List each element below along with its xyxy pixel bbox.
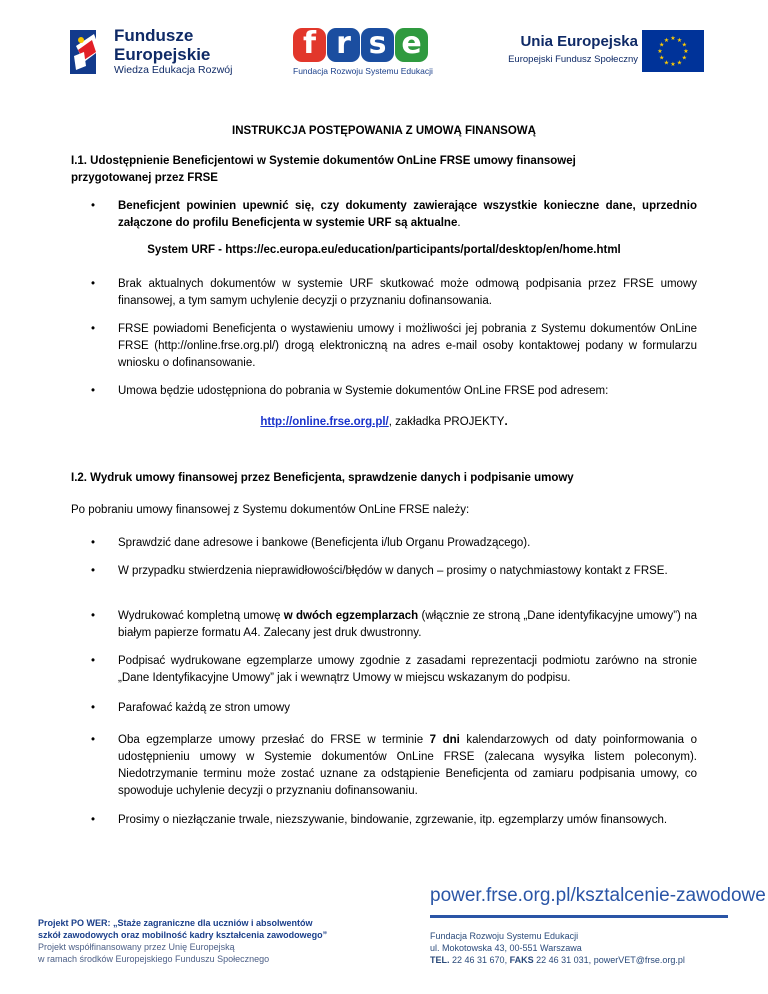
bullet-icon: •: [91, 385, 96, 397]
eu-star-icon: ★: [659, 41, 665, 49]
fe-logo-subtitle: Wiedza Edukacja Rozwój: [114, 64, 233, 76]
footer-contact-info: [430, 930, 685, 966]
eu-star-icon: ★: [681, 41, 687, 49]
list-item: • Umowa będzie udostępniona do pobrania w Systemie dokumentów OnLine FRSE pod adresem:: [71, 383, 697, 400]
bullet-icon: •: [91, 702, 96, 714]
eu-star-icon: ★: [681, 54, 687, 62]
section-2-intro: Po pobraniu umowy finansowej z Systemu dokumentów OnLine FRSE należy:: [71, 504, 470, 516]
eu-star-icon: ★: [670, 35, 676, 43]
bullet-icon: •: [91, 323, 96, 335]
bullet-icon: •: [91, 655, 96, 667]
eu-flag-icon: [642, 30, 704, 72]
footer-divider: [430, 915, 728, 918]
frse-letter-e: e: [395, 28, 428, 62]
frse-letter-s: s: [361, 28, 394, 62]
footer-org-name: Fundacja Rozwoju Systemu Edukacji: [430, 931, 579, 941]
list-item: • Sprawdzić dane adresowe i bankowe (Beneficjenta i/lub Organu Prowadzącego).: [71, 535, 697, 552]
bullet-icon: •: [91, 565, 96, 577]
footer-email-link[interactable]: powerVET@frse.org.pl: [593, 955, 685, 965]
eu-star-icon: ★: [676, 36, 683, 44]
list-item: • W przypadku stwierdzenia nieprawidłowości/błędów w danych – prosimy o natychmiastowy kontakt z FRSE.: [71, 563, 697, 597]
eu-logo-title: Unia Europejska: [520, 33, 638, 50]
frse-logo: [293, 28, 463, 78]
fe-flag-icon: [70, 26, 106, 78]
eu-star-icon: ★: [683, 48, 689, 56]
section-2-heading: I.2. Wydruk umowy finansowej przez Beneficjenta, sprawdzenie danych i podpisanie umowy: [71, 472, 574, 484]
frse-logo-subtitle: Fundacja Rozwoju Systemu Edukacji: [293, 66, 433, 76]
footer-website-link[interactable]: power.frse.org.pl/ksztalcenie-zawodowe: [430, 885, 766, 906]
list-item: • FRSE powiadomi Beneficjenta o wystawieniu umowy i możliwości jej pobrania z Systemu dokumentów OnLine FRSE (http://online.frse.org.pl/) drogą elektroniczną na adres e-mail osoby kontaktowej podany w formularzu wniosku o dofinansowanie.: [91, 323, 697, 369]
frse-logo-letters: [293, 28, 463, 62]
list-item: • Podpisać wydrukowane egzemplarze umowy zgodnie z zasadami reprezentacji podmiotu zarówno na stronie „Dane Identyfikacyjne Umowy” jak i wewnątrz Umowy w miejscu wskazanym do podpisu.: [91, 655, 697, 684]
document-title: INSTRUKCJA POSTĘPOWANIA Z UMOWĄ FINANSOWĄ: [232, 125, 536, 137]
eu-star-icon: ★: [657, 48, 663, 56]
eu-logo-subtitle: Europejski Fundusz Społeczny: [508, 54, 638, 65]
section-1-heading: I.1. Udostępnienie Beneficjentowi w Systemie dokumentów OnLine FRSE umowy finansowej przygotowanej przez FRSE: [71, 155, 576, 184]
urf-system-line: System URF - https://ec.europa.eu/education/participants/portal/desktop/en/home.html: [147, 244, 621, 256]
bullet-icon: •: [91, 610, 96, 622]
online-link-line: http://online.frse.org.pl/, zakładka PROJEKTY.: [260, 416, 508, 428]
bullet-icon: •: [91, 734, 96, 746]
list-item: • Beneficjent powinien upewnić się, czy dokumenty zawierające wszystkie konieczne dane, uprzednio załączone do profilu Beneficjenta w systemie URF są aktualne.: [91, 200, 697, 229]
eu-star-icon: ★: [663, 59, 670, 67]
online-frse-link[interactable]: http://online.frse.org.pl/: [260, 416, 389, 428]
fundusze-europejskie-logo: [70, 26, 250, 82]
frse-letter-f: f: [293, 28, 326, 62]
eu-star-icon: ★: [659, 54, 665, 62]
list-item: • Oba egzemplarze umowy przesłać do FRSE w terminie 7 dni kalendarzowych od daty poinformowania o udostępnieniu umowy w Systemie dokumentów OnLine FRSE (zalecana wysyłka listem poleconym). Niedotrzymanie terminu może zostać uznane za odstąpienie Beneficjenta od zamiaru podpisania umowy, co spowoduje uchylenie decyzji o przyznaniu dofinansowaniu.: [91, 734, 697, 797]
list-item: • Brak aktualnych dokumentów w systemie URF skutkować może odmową podpisania przez FRSE umowy finansowej, a tym samym uchylenie decyzji o przyznaniu dofinansowania.: [91, 278, 697, 307]
footer-org-address: ul. Mokotowska 43, 00-551 Warszawa: [430, 943, 582, 953]
bullet-icon: •: [91, 814, 96, 826]
bullet-icon: •: [91, 278, 96, 290]
eu-star-icon: ★: [670, 61, 676, 69]
list-item: • Wydrukować kompletną umowę w dwóch egzemplarzach (włącznie ze stroną „Dane identyfikacyjne umowy”) na białym papierze formatu A4. Zalecany jest druk dwustronny.: [91, 610, 697, 639]
eu-logo-text: [490, 33, 638, 65]
bullet-icon: •: [91, 200, 96, 212]
footer-project-info: Projekt PO WER: „Staże zagraniczne dla uczniów i absolwentów szkół zawodowych oraz mobilność kadry kształcenia zawodowego” Projekt współfinansowany przez Unię Europejską w ramach środków Europejskiego Funduszu Społecznego: [38, 918, 328, 964]
list-item: • Prosimy o niezłączanie trwale, niezszywanie, bindowanie, zgrzewanie, itp. egzemplarzy umów finansowych.: [71, 812, 697, 846]
list-item: • Parafować każdą ze stron umowy: [71, 700, 697, 717]
footer-contact-line: TEL. 22 46 31 670, FAKS 22 46 31 031, powerVET@frse.org.pl: [430, 955, 685, 965]
eu-star-icon: ★: [676, 59, 683, 67]
eu-star-icon: ★: [663, 36, 670, 44]
fe-logo-title: Fundusze Europejskie: [114, 26, 211, 64]
bullet-icon: •: [91, 537, 96, 549]
frse-letter-r: r: [327, 28, 360, 62]
